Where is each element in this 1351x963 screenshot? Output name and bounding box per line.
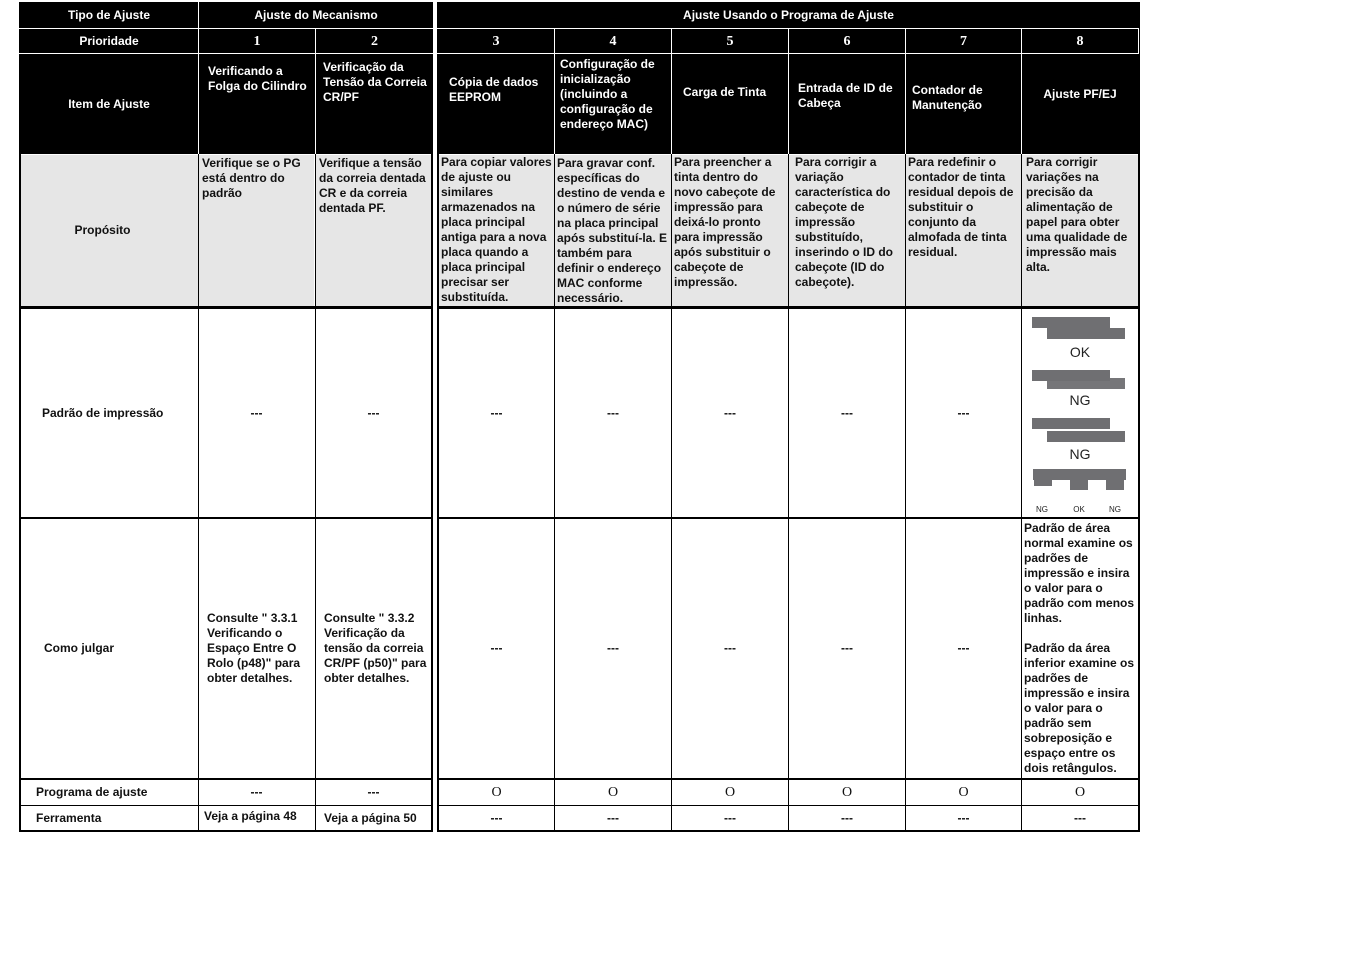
tool-label: Ferramenta xyxy=(21,806,198,830)
priority-8: 8 xyxy=(1076,33,1084,49)
divider xyxy=(198,2,199,28)
pattern-label-ng: NG xyxy=(1069,446,1091,462)
divider xyxy=(19,154,21,832)
divider xyxy=(437,778,1140,780)
divider xyxy=(437,154,439,832)
pattern-bottom-label: NG xyxy=(1036,505,1048,514)
adjust-program-1: --- xyxy=(199,780,314,805)
priority-1: 1 xyxy=(199,29,315,53)
purpose-5: Para preencher a tinta dentro do novo cabeçote de impressão para deixá-lo pronto para impressão após substituir o cabeçote de impressão. xyxy=(672,155,788,306)
adjust-program-8: O xyxy=(1022,780,1138,805)
divider xyxy=(1138,28,1139,54)
divider xyxy=(671,154,672,832)
print-pattern-1: --- xyxy=(199,309,314,517)
divider xyxy=(198,29,199,154)
divider xyxy=(19,805,433,806)
print-pattern-2: --- xyxy=(316,309,431,517)
priority-3: 3 xyxy=(492,33,500,49)
divider xyxy=(19,53,433,54)
print-pattern-7: --- xyxy=(906,309,1021,517)
divider xyxy=(1138,154,1140,832)
divider xyxy=(315,154,316,832)
pattern-block xyxy=(1106,480,1124,490)
pattern-block xyxy=(1034,480,1052,486)
item-4: Configuração de inicialização (incluindo a configuração de endereço MAC) xyxy=(560,57,655,131)
divider xyxy=(905,154,906,832)
purpose-2: Verifique a tensão da correia dentada CR e da correia dentada PF. xyxy=(316,155,431,306)
pattern-bar xyxy=(1047,328,1125,339)
divider xyxy=(905,29,906,154)
header-type-label: Tipo de Ajuste xyxy=(19,2,199,28)
pattern-label-ok: OK xyxy=(1069,344,1091,360)
tool-7: --- xyxy=(906,806,1021,830)
header-group-mechanism: Ajuste do Mecanismo xyxy=(199,2,433,28)
item-7: Contador de Manutenção xyxy=(912,82,983,112)
pattern-label-ng: NG xyxy=(1069,392,1091,408)
divider xyxy=(554,29,555,154)
divider xyxy=(671,29,672,154)
pattern-bottom-label: OK xyxy=(1073,505,1085,514)
tool-8: --- xyxy=(1022,806,1138,830)
priority-7: 7 xyxy=(960,33,967,49)
divider xyxy=(788,29,789,154)
tool-1: Veja a página 48 xyxy=(199,806,314,830)
item-2: Verificação da Tensão da Correia CR/PF xyxy=(316,54,433,154)
header-group-program: Ajuste Usando o Programa de Ajuste xyxy=(437,2,1140,28)
purpose-3: Para copiar valores de ajuste ou similares armazenados na placa principal antiga para a nova placa quando a placa principal precisar ser substituída. xyxy=(439,155,554,306)
divider xyxy=(19,830,433,832)
how-to-judge-2: Consulte " 3.3.2 Verificação da tensão da correia CR/PF (p50)" para obter detalhes. xyxy=(316,519,431,778)
priority-4: 4 xyxy=(609,33,617,49)
divider xyxy=(19,517,433,519)
item-5: Carga de Tinta xyxy=(683,85,767,99)
tool-5: --- xyxy=(672,806,788,830)
print-pattern-4: --- xyxy=(555,309,671,517)
divider xyxy=(1021,154,1022,832)
divider xyxy=(437,830,1140,832)
print-pattern-6: --- xyxy=(789,309,905,517)
item-label: Item de Ajuste xyxy=(19,54,199,154)
how-to-judge-8-paragraph-2: Padrão da área inferior examine os padrões de impressão e insira o valor para o padrão sem sobreposição e espaço entre os dois retângulos. xyxy=(1024,641,1135,775)
how-to-judge-7: --- xyxy=(906,519,1021,778)
pattern-bar xyxy=(1032,418,1110,429)
adjust-program-2: --- xyxy=(316,780,431,805)
adjust-program-label: Programa de ajuste xyxy=(21,780,198,805)
pattern-bar xyxy=(1047,431,1125,442)
purpose-1: Verifique se o PG está dentro do padrão xyxy=(199,155,314,306)
divider xyxy=(1021,29,1022,154)
how-to-judge-1: Consulte " 3.3.1 Verificando o Espaço Entre O Rolo (p48)" para obter detalhes. xyxy=(199,519,314,778)
item-8: Ajuste PF/EJ xyxy=(1043,87,1117,101)
how-to-judge-4: --- xyxy=(555,519,671,778)
how-to-judge-8-paragraph-1: Padrão de área normal examine os padrões de impressão e insira o valor para o padrão com menos linhas. xyxy=(1024,521,1135,625)
pattern-bar xyxy=(1047,378,1125,389)
how-to-judge-3: --- xyxy=(439,519,554,778)
divider xyxy=(437,306,1140,309)
adjust-program-5: O xyxy=(672,780,788,805)
divider xyxy=(315,29,316,154)
print-pattern-5: --- xyxy=(672,309,788,517)
tool-4: --- xyxy=(555,806,671,830)
divider xyxy=(19,28,433,29)
how-to-judge-label: Como julgar xyxy=(21,519,198,778)
pattern-bar xyxy=(1032,317,1110,328)
priority-label: Prioridade xyxy=(19,29,199,53)
purpose-7: Para redefinir o contador de tinta residual depois de substituir o conjunto da almofada de tinta residual. xyxy=(906,155,1021,306)
how-to-judge-6: --- xyxy=(789,519,905,778)
how-to-judge-5: --- xyxy=(672,519,788,778)
priority-2: 2 xyxy=(316,29,433,53)
print-pattern-8 xyxy=(1022,309,1138,517)
divider xyxy=(198,154,199,832)
adjust-program-3: O xyxy=(439,780,554,805)
adjust-program-6: O xyxy=(789,780,905,805)
pattern-block xyxy=(1070,480,1088,490)
purpose-6: Para corrigir a variação característica do cabeçote de impressão substituído, inserindo o ID do cabeçote (ID do cabeçote). xyxy=(789,155,905,306)
pattern-bar xyxy=(1033,469,1126,480)
pattern-bottom-label: NG xyxy=(1109,505,1121,514)
priority-6: 6 xyxy=(843,33,851,49)
divider xyxy=(437,517,1140,519)
purpose-label: Propósito xyxy=(21,155,198,306)
divider xyxy=(19,306,433,309)
item-3: Cópia de dados EEPROM xyxy=(449,75,539,104)
adjust-program-7: O xyxy=(906,780,1021,805)
tool-3: --- xyxy=(439,806,554,830)
adjust-program-4: O xyxy=(555,780,671,805)
tool-2: Veja a página 50 xyxy=(316,806,431,830)
how-to-judge-8 xyxy=(1022,521,1138,778)
divider xyxy=(437,805,1140,806)
tool-6: --- xyxy=(789,806,905,830)
purpose-4: Para gravar conf. específicas do destino de venda e o número de série na placa principal após substituí-la. E também para definir o endereço MAC conforme necessário. xyxy=(555,155,671,306)
print-pattern-3: --- xyxy=(439,309,554,517)
item-1: Verificando a Folga do Cilindro xyxy=(199,54,315,154)
print-pattern-label: Padrão de impressão xyxy=(21,309,198,517)
paragraph-gap xyxy=(1024,626,1137,641)
divider xyxy=(431,154,433,832)
divider xyxy=(554,154,555,832)
item-6: Entrada de ID de Cabeça xyxy=(798,81,893,110)
divider xyxy=(788,154,789,832)
divider xyxy=(19,778,433,780)
priority-5: 5 xyxy=(726,33,734,49)
purpose-8: Para corrigir variações na precisão da alimentação de papel para obter uma qualidade de impressão mais alta. xyxy=(1022,155,1138,306)
